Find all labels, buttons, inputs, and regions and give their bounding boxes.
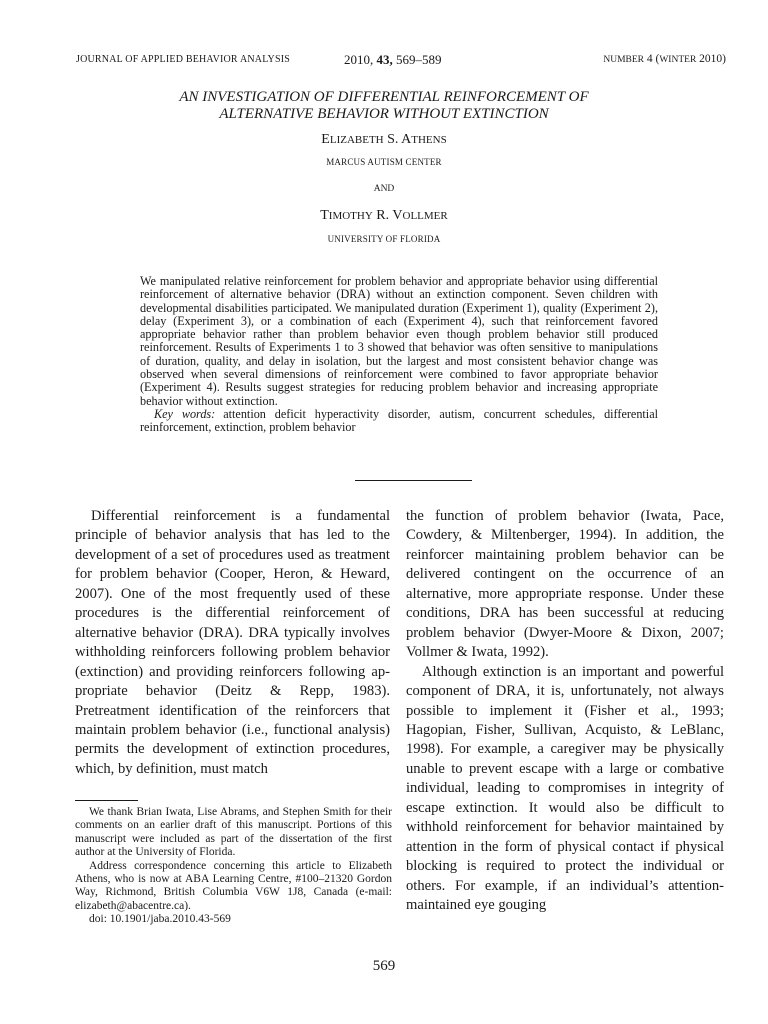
article-title bbox=[100, 89, 668, 123]
issue-info bbox=[603, 53, 726, 65]
title-line-2: ALTERNATIVE BEHAVIOR WITHOUT EXTINCTION bbox=[219, 106, 549, 122]
author-2 bbox=[0, 208, 768, 224]
author-2-last-rest: OLLMER bbox=[402, 210, 448, 222]
section-divider bbox=[355, 480, 472, 481]
footnotes bbox=[75, 806, 392, 927]
footnote-doi: doi: 10.1901/jaba.2010.43-569 bbox=[89, 913, 231, 926]
issue-number: 4 bbox=[646, 53, 653, 65]
body-paragraph: the function of problem behavior (Iwata, Pace, Cowdery, & Miltenberger, 1994). In addition, the reinforcer maintaining problem behavior can be delivered contingent on the occurrence of an alternative, more appropriate response. Under these conditions, DRA has been successful at reducing problem behavior (Dwyer-Moore & Dixon, 2007; Vollmer & Iwata, 1992). bbox=[406, 508, 724, 661]
journal-name: JOURNAL OF APPLIED BEHAVIOR ANALYSIS bbox=[76, 54, 291, 65]
author-2-first-initial: T bbox=[320, 208, 329, 223]
keywords-label: Key words: bbox=[154, 406, 216, 421]
body-column-right bbox=[406, 507, 724, 916]
author-2-first-rest: IMOTHY bbox=[328, 210, 373, 222]
body-paragraph: Although extinction is an important and powerful component of DRA, it is, unfortunately, not always possible to implement it (Fisher et al., 1993; Hagopian, Fisher, Sullivan, Acquisto, & LeBlanc, 1998). For example, a caregiver may be physically unable to prevent escape with a large or combative individual, leading to compromises in integrity of escape extinction. It would also be difficult to withhold reinforcement for behavior maintained by attention in the form of physical contact if physical blocking is required to protect the individual or others. For example, if an individual’s attention-maintained eye gouging bbox=[406, 663, 724, 914]
and-separator: AND bbox=[373, 184, 395, 194]
author-1-last-rest: THENS bbox=[411, 134, 447, 146]
author-2-last-initial: V bbox=[392, 208, 403, 223]
page-number: 569 bbox=[372, 958, 396, 974]
author-1-first-rest: LIZABETH bbox=[329, 134, 384, 146]
keywords bbox=[140, 408, 658, 435]
keywords-list: attention deficit hyperactivity disorder, autism, concurrent schedules, differential reinforcement, extinction, problem behavior bbox=[140, 406, 658, 435]
author-2-middle: R. bbox=[376, 208, 390, 223]
citation-volume: 43, bbox=[376, 52, 393, 67]
footnote-correspondence: Address correspondence concerning this article to Elizabeth Athens, who is now at ABA Learning Centre, #100–21320 Gordon Way, Richmond, British Columbia V6W 1J8, Canada (e-mail: elizabeth@abacentre.ca). bbox=[75, 859, 392, 912]
body-paragraph: Differential reinforcement is a fundamental principle of behavior analysis that has led to the development of a set of procedures used as treatment for problem behavior (Cooper, Heron, & Heward, 2007). One of the most frequently used of these procedures is the differential reinforcement of alternative behavior (DRA). DRA typically involves withholding reinforcers following problem behavior (extinction) and providing reinforcers following appropriate behavior (Deitz & Repp, 1983). Pretreatment identification of the reinforcers that maintain problem behavior (i.e., functional analysis) permits the development of extinction procedures, which, by definition, must match bbox=[75, 508, 390, 777]
author-2-affiliation: UNIVERSITY OF FLORIDA bbox=[327, 234, 441, 244]
author-1-middle: S. bbox=[387, 132, 399, 147]
issue-number-label: NUMBER bbox=[603, 55, 644, 65]
issue-season-year: 2010) bbox=[699, 53, 726, 65]
citation-pages: 569–589 bbox=[396, 52, 442, 67]
abstract bbox=[140, 275, 658, 435]
abstract-text: We manipulated relative reinforcement for problem behavior and appropriate behavior using differential reinforcement of alternative behavior (DRA) without an extinction component. Seven children with developmental disabilities participated. We manipulated duration (Experiment 1), quality (Experiment 2), delay (Experiment 3), or a combination of each (Experiment 4), such that reinforcement favored appropriate behavior rather than problem behavior even though problem behavior still produced reinforcement. Results of Experiments 1 to 3 showed that behavior was often sensitive to manipulations of duration, quality, and delay in isolation, but the largest and most consistent behavior change was observed when several dimensions of reinforcement were combined to favor appropriate behavior (Experiment 4). Results suggest strategies for reducing problem behavior and increasing appropriate behavior without extinction. bbox=[140, 274, 658, 408]
footnote-acknowledgment: We thank Brian Iwata, Lise Abrams, and Stephen Smith for their comments on an earlier draft of this manuscript. Portions of this manuscript were included as part of the dissertation of the first author at the University of Florida. bbox=[75, 806, 392, 859]
footnote-divider bbox=[75, 800, 138, 801]
issue-season-open: ( bbox=[655, 53, 660, 65]
title-line-1: AN INVESTIGATION OF DIFFERENTIAL REINFORCEMENT OF bbox=[179, 89, 589, 105]
author-1-last-initial: A bbox=[401, 132, 412, 147]
running-header bbox=[76, 52, 726, 70]
author-1-affiliation: MARCUS AUTISM CENTER bbox=[326, 157, 442, 167]
citation bbox=[344, 52, 442, 68]
author-1 bbox=[0, 132, 768, 148]
citation-year: 2010, bbox=[344, 52, 374, 67]
issue-season: WINTER bbox=[659, 55, 697, 65]
body-column-left bbox=[75, 507, 390, 779]
author-1-first-initial: E bbox=[321, 132, 330, 147]
